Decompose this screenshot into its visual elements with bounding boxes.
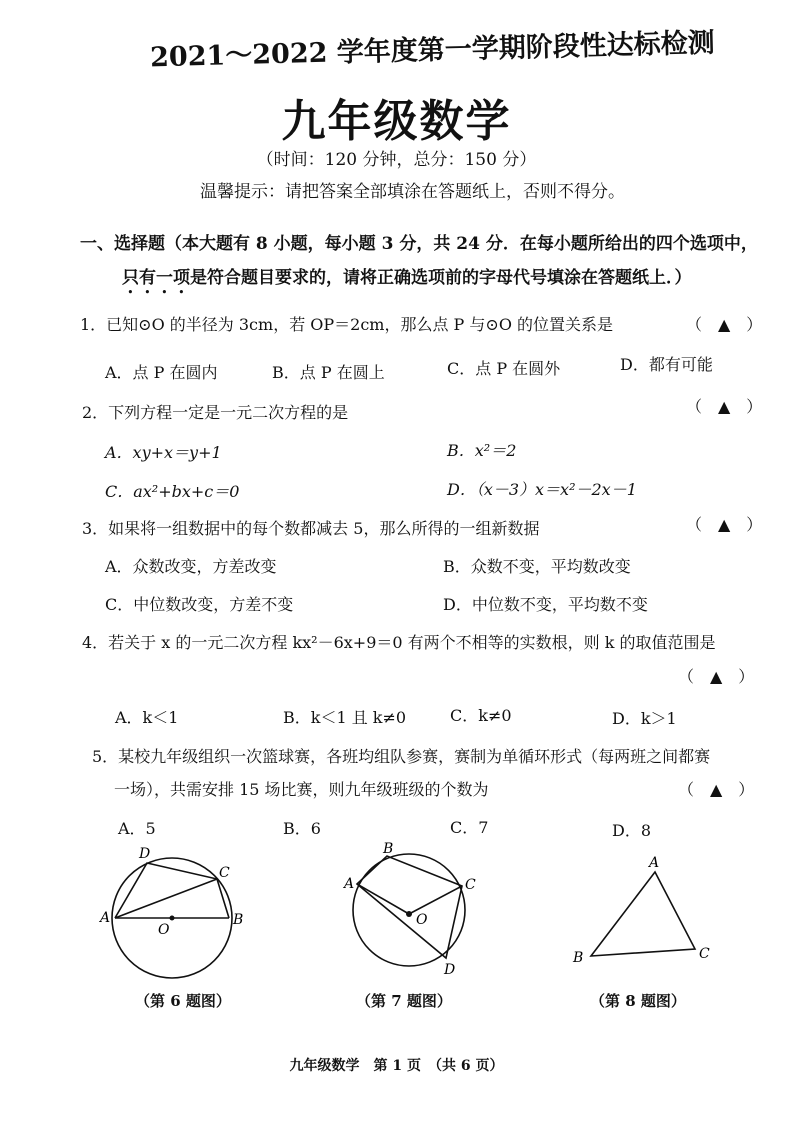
fig7-radius-oa [357,884,409,914]
q4-option-b: B．k＜1 且 k≠0 [283,708,407,727]
fig7-radius-oc [409,886,462,914]
section-emphasis: 只有一项 [122,268,190,288]
section-line-2 [122,261,758,298]
figure-6-diagram [95,842,265,992]
fig7-quadrilateral [357,856,462,958]
q2-option-c: C．ax²+bx+c＝0 [105,482,240,501]
fig8-triangle [591,872,695,956]
q2-option-a: A．xy+x＝y+1 [105,443,222,462]
figure-8-diagram [565,848,725,973]
q4-option-a: A．k＜1 [115,708,179,727]
q5-option-c: C．7 [450,818,489,837]
fig8-label-a: A [649,855,660,871]
fig6-center-dot [170,916,175,921]
tip-text: 温馨提示：请把答案全部填涂在答题纸上，否则不得分。 [200,182,625,202]
page-footer: 九年级数学 第 1 页 （共 6 页） [289,1058,504,1074]
q4-option-c: C．k≠0 [450,706,512,725]
question-2-stem: 2．下列方程一定是一元二次方程的是 [82,403,349,422]
question-4-stem: 4．若关于 x 的一元二次方程 kx²－6x+9＝0 有两个不相等的实数根，则 k 的取值范围是 [82,633,716,652]
figure-7-caption: （第 7 题图） [356,992,452,1010]
figure-6-caption: （第 6 题图） [135,992,231,1010]
fig8-label-c: C [699,946,710,962]
q5-option-b: B．6 [283,819,321,838]
figure-7-diagram [338,842,483,982]
answer-mark-3: （ ▲ ） [686,515,763,534]
q3-option-c: C．中位数改变，方差不变 [105,595,294,614]
fig6-label-o: O [158,922,170,938]
question-1-stem: 1．已知⊙O 的半径为 3cm，若 OP＝2cm，那么点 P 与⊙O 的位置关系是 [80,315,614,334]
q2-option-d: D．（x－3）x＝x²－2x－1 [447,480,637,499]
figure-8-caption: （第 8 题图） [590,992,686,1010]
subject-title: 九年级数学 [281,96,512,147]
question-3-stem: 3．如果将一组数据中的每个数都减去 5，那么所得的一组新数据 [82,519,540,538]
section-line-1: 一、选择题（本大题有 8 小题，每小题 3 分，共 24 分．在每小题所给出的四个选项中， [80,234,758,254]
q5-option-a: A．5 [118,819,156,838]
question-5-stem-line-1: 5．某校九年级组织一次篮球赛，各班均组队参赛，赛制为单循环形式（每两班之间都赛 [92,747,711,766]
fig7-center-dot [406,911,412,917]
q3-option-d: D．中位数不变，平均数不变 [443,595,648,614]
answer-mark-5: （ ▲ ） [678,780,755,799]
answer-mark-1: （ ▲ ） [686,315,763,334]
fig6-chord-ac [115,879,217,918]
q2-option-b: B．x²＝2 [447,441,517,460]
answer-mark-2: （ ▲ ） [686,397,763,416]
exam-info: （时间：120 分钟，总分：150 分） [256,150,537,170]
q5-option-d: D．8 [612,821,652,840]
fig6-polygon [115,863,229,918]
fig7-label-d: D [444,962,456,978]
q3-option-b: B．众数不变，平均数改变 [443,557,631,576]
section-line-2-rest: 是符合题目要求的，请将正确选项前的字母代号填涂在答题纸上．） [190,268,692,288]
q4-option-d: D．k＞1 [612,709,677,728]
fig7-label-c: C [465,877,476,893]
question-5-stem-line-2: 一场），共需安排 15 场比赛，则九年级班级的个数为 [114,780,489,799]
fig7-label-o: O [416,912,428,928]
section-heading [80,227,758,298]
fig7-label-a: A [344,876,355,892]
q1-option-a: A．点 P 在圆内 [105,363,218,382]
fig6-label-c: C [219,865,230,881]
fig6-label-a: A [100,910,111,926]
fig7-label-b: B [383,842,394,857]
exam-title: 2021～2022 学年度第一学期阶段性达标检测 [149,27,716,74]
fig8-label-b: B [573,950,584,966]
fig6-label-d: D [139,846,151,862]
q1-option-b: B．点 P 在圆上 [272,363,385,382]
answer-mark-4: （ ▲ ） [678,667,755,686]
q1-option-c: C．点 P 在圆外 [447,359,561,378]
q3-option-a: A．众数改变，方差改变 [105,557,277,576]
fig6-label-b: B [233,912,244,928]
q1-option-d: D．都有可能 [620,355,713,374]
